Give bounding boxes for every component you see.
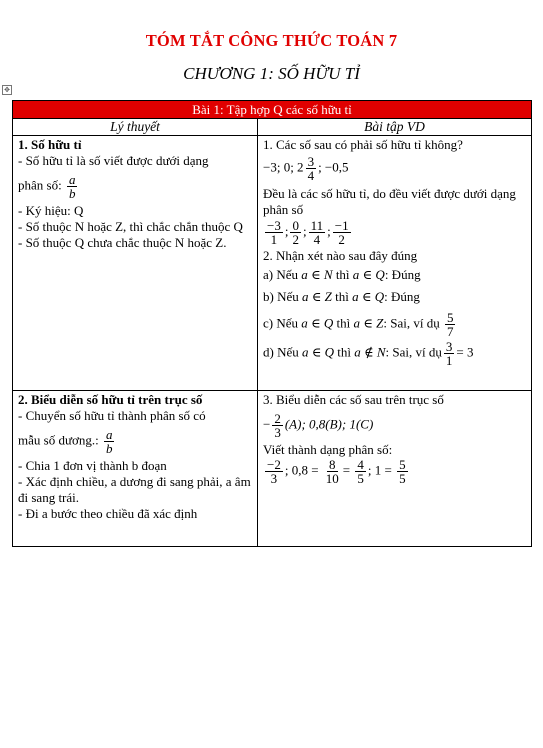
fraction [324, 458, 341, 485]
theory-line: - Số thuộc N hoặc Z, thì chắc chắn thuộc Q [18, 219, 243, 234]
theory-heading-1: 1. Số hữu tỉ [18, 137, 82, 152]
formula-table [12, 100, 532, 547]
exercise-cell-1 [258, 136, 532, 391]
fraction [355, 458, 366, 485]
math-expr: a ∈ Q [302, 344, 335, 360]
statement-result: : Sai, ví dụ [385, 344, 442, 360]
table-row [13, 391, 532, 547]
question-1: 1. Các số sau có phải số hữu tỉ không? [263, 137, 463, 152]
statement-result: : Sai, ví dụ [383, 315, 440, 331]
fraction [397, 458, 408, 485]
number-list: ; −0,5 [318, 159, 349, 175]
statement-a [263, 267, 526, 283]
fraction [333, 219, 351, 246]
separator: ; [327, 223, 331, 239]
statement-text: thì [335, 267, 350, 282]
math-expr: a ∈ Q [352, 289, 385, 304]
question-2: 2. Nhận xét nào sau đây đúng [263, 248, 418, 263]
theory-line: mẫu số dương.: [18, 432, 99, 448]
fraction [290, 219, 301, 246]
fraction-denominator: 10 [325, 471, 339, 486]
statement-text: a) Nếu [263, 267, 299, 282]
conversion-label: Viết thành dạng phân số: [263, 442, 393, 457]
exercise-cell-2 [258, 391, 532, 547]
separator: ; [284, 223, 289, 239]
theory-cell-1 [13, 136, 258, 391]
fraction [272, 412, 283, 439]
fraction-numerator: 3 [307, 154, 315, 169]
statement-text: d) Nếu [263, 344, 299, 360]
fraction-denominator: 2 [292, 232, 299, 247]
fraction [445, 311, 456, 338]
fraction [309, 219, 326, 246]
statement-text: b) Nếu [263, 289, 299, 304]
fraction-denominator: b [105, 441, 113, 456]
fraction-numerator: 11 [310, 218, 324, 233]
fraction-numerator: 0 [292, 218, 299, 233]
fraction-denominator: 4 [307, 168, 315, 183]
fraction-numerator: a [105, 427, 113, 442]
fraction-numerator: 5 [399, 457, 406, 472]
lesson-header: Bài 1: Tập hợp Q các số hữu tỉ [13, 101, 532, 119]
fraction-numerator: 2 [274, 411, 281, 426]
fraction-list [263, 219, 526, 246]
col-theory-header: Lý thuyết [13, 119, 258, 136]
fraction-denominator: 1 [445, 353, 453, 368]
equation-text: ; 0,8 = [284, 462, 319, 478]
math-expr: a ∈ Z [302, 289, 332, 304]
fraction-denominator: 3 [274, 425, 281, 440]
statement-text: c) Nếu [263, 315, 299, 331]
page-title: TÓM TẮT CÔNG THỨC TOÁN 7 [145, 31, 398, 50]
math-expr: a ∈ Q [352, 267, 385, 282]
math-expr: (A); 0,8(B); 1(C) [284, 416, 374, 432]
statement-result: : Đúng [384, 289, 420, 304]
statement-b [263, 289, 526, 305]
statement-text: = 3 [456, 344, 474, 360]
theory-line: - Số thuộc Q chưa chắc thuộc N hoặc Z. [18, 235, 227, 250]
fraction-numerator: 4 [357, 457, 364, 472]
statement-text: thì [337, 344, 351, 360]
equation-text: ; 1 = [367, 462, 392, 478]
fraction-denominator: 5 [399, 471, 406, 486]
lesson-header-row [13, 101, 532, 119]
statement-d [263, 340, 526, 367]
fraction-denominator: 1 [270, 232, 278, 247]
math-expr: a ∈ Z [353, 315, 384, 331]
separator: ; [302, 223, 307, 239]
theory-line: - Số hữu tỉ là số viết được dưới dạng [18, 153, 209, 168]
theory-line: - Ký hiệu: Q [18, 203, 84, 218]
fraction-denominator: 4 [313, 232, 321, 247]
minus-sign: − [263, 416, 271, 432]
answer-text: Đều là các số hữu tỉ, do đều viết được dưới dạng phân số [263, 186, 516, 217]
theory-heading-2: 2. Biểu diễn số hữu tỉ trên trục số [18, 392, 203, 407]
theory-cell-2 [13, 391, 258, 547]
theory-line: - Chuyển số hữu tỉ thành phân số có [18, 408, 206, 423]
fraction-denominator: 3 [270, 471, 278, 486]
number-list: −3; 0; 2 [263, 159, 304, 175]
table-row [13, 136, 532, 391]
fraction-denominator: 7 [446, 324, 454, 339]
statement-text: thì [336, 315, 351, 331]
fraction [104, 428, 115, 455]
fraction-denominator: b [68, 186, 76, 201]
math-expr: a ∈ Q [301, 315, 334, 331]
fraction-numerator: −3 [267, 218, 281, 233]
theory-line: - Xác định chiều, a dương đi sang phải, a âm đi sang trái. [18, 474, 251, 505]
fraction-denominator: 5 [357, 471, 364, 486]
fraction-numerator: 5 [446, 310, 454, 325]
fraction [265, 458, 283, 485]
math-expr: a ∉ N [354, 344, 386, 360]
theory-line: - Đi a bước theo chiều đã xác định [18, 506, 198, 521]
fraction-numerator: −2 [267, 457, 281, 472]
fraction-numerator: −1 [334, 218, 349, 233]
fraction [306, 155, 317, 182]
question-3: 3. Biểu diễn các số sau trên trục số [263, 392, 444, 407]
fraction-numerator: a [68, 172, 76, 187]
fraction-numerator: 3 [445, 339, 453, 354]
fraction [444, 340, 455, 367]
column-header-row [13, 119, 532, 136]
fraction [67, 173, 78, 200]
chapter-title: CHƯƠNG 1: SỐ HỮU TỈ [183, 64, 360, 83]
statement-result: : Đúng [384, 267, 421, 282]
fraction-numerator: 8 [329, 457, 336, 472]
fraction [265, 219, 283, 246]
table-move-handle-icon[interactable]: ✥ [2, 85, 12, 95]
fraction-denominator: 2 [338, 232, 345, 247]
math-expr: a ∈ N [301, 267, 333, 282]
theory-line: - Chia 1 đơn vị thành b đoạn [18, 458, 167, 473]
equation-text: = [342, 462, 351, 478]
statement-text: thì [335, 289, 349, 304]
theory-line: phân số: [18, 177, 62, 193]
col-exercise-header: Bài tập VD [258, 119, 532, 136]
statement-c [263, 311, 526, 338]
